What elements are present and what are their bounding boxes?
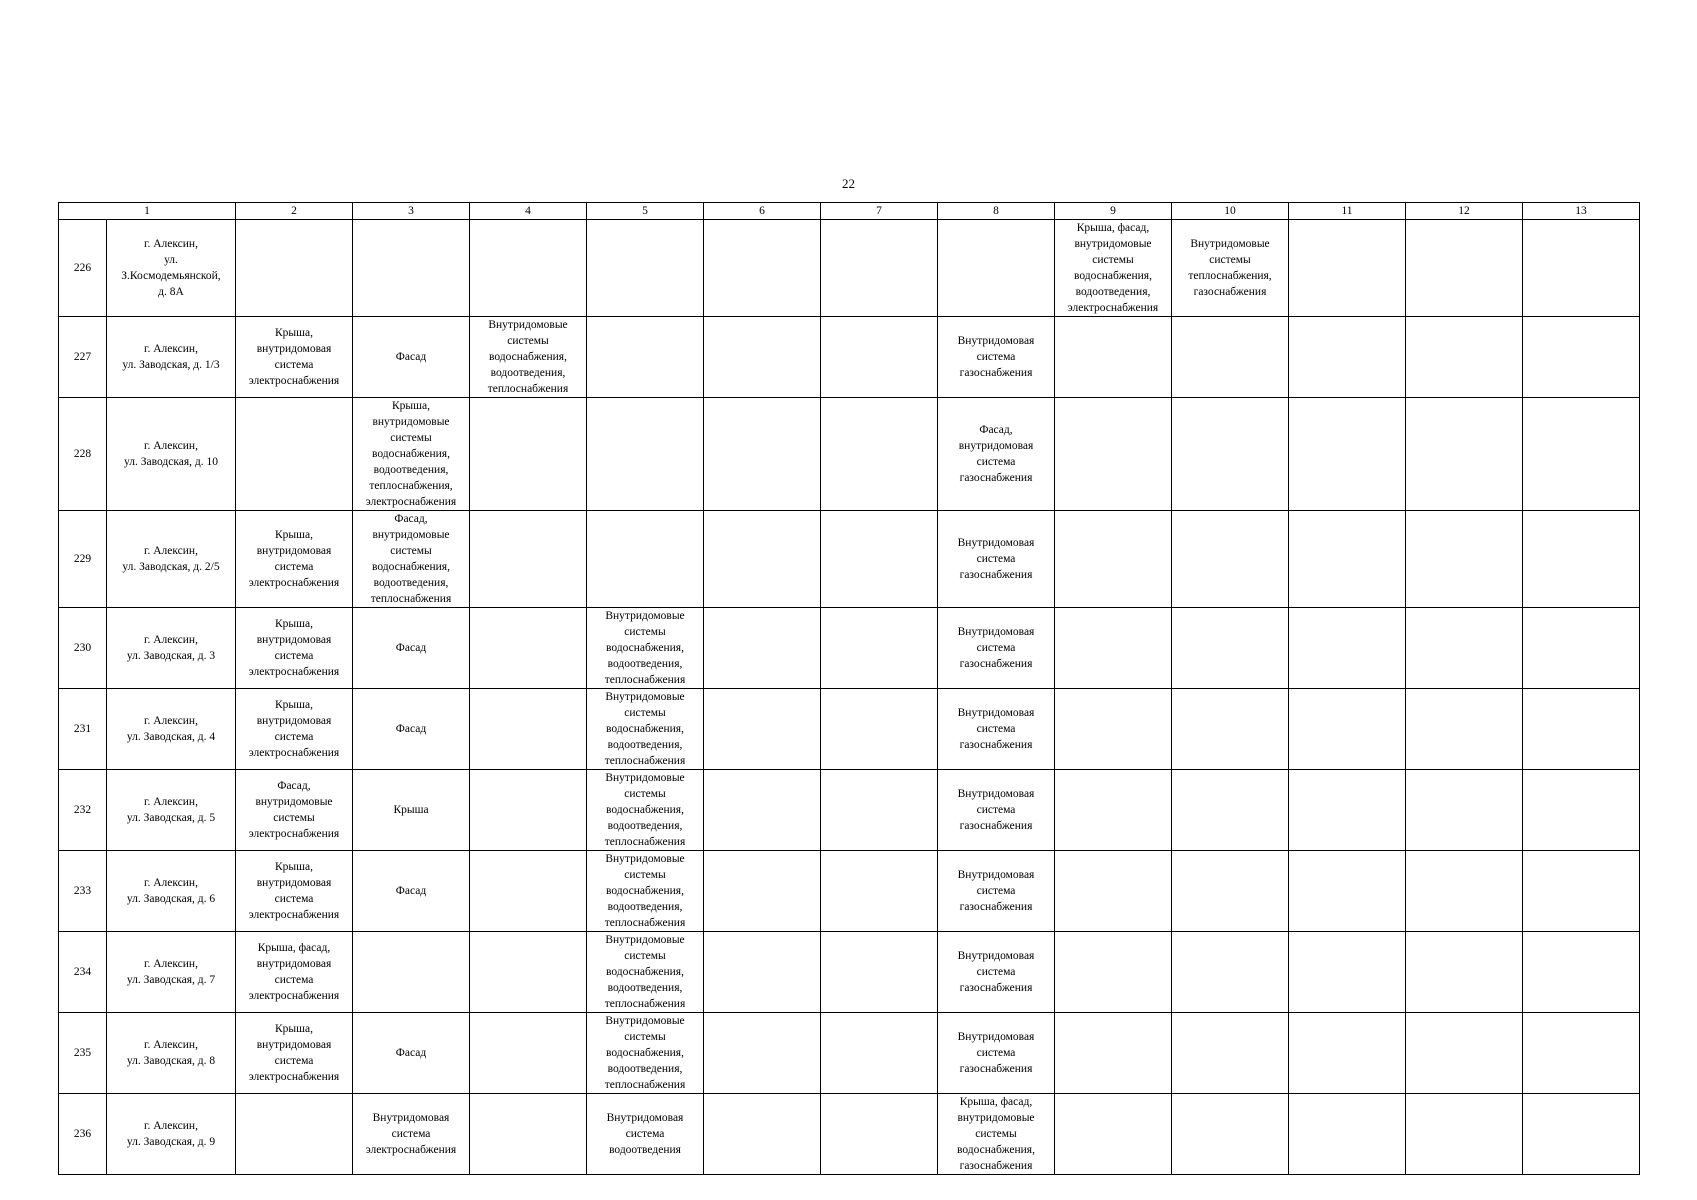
work-cell-col-13: [1523, 511, 1640, 608]
row-number: 236: [59, 1094, 107, 1175]
work-cell-col-11: [1289, 608, 1406, 689]
work-cell-col-10: [1172, 317, 1289, 398]
work-cell-col-9: [1055, 932, 1172, 1013]
work-cell-col-8: Фасад, внутридомовая система газоснабжения: [938, 398, 1055, 511]
address-cell: г. Алексин, ул. Заводская, д. 2/5: [107, 511, 236, 608]
work-cell-col-3: Фасад, внутридомовые системы водоснабжения, водоотведения, теплоснабжения: [353, 511, 470, 608]
work-cell-col-13: [1523, 932, 1640, 1013]
address-cell: г. Алексин, ул. Заводская, д. 7: [107, 932, 236, 1013]
work-cell-col-3: [353, 220, 470, 317]
work-cell-col-7: [821, 1094, 938, 1175]
work-cell-col-12: [1406, 1013, 1523, 1094]
work-cell-col-7: [821, 608, 938, 689]
work-cell-col-10: [1172, 932, 1289, 1013]
work-cell-col-2: Фасад, внутридомовые системы электроснабжения: [236, 770, 353, 851]
work-cell-col-5: Внутридомовые системы водоснабжения, водоотведения, теплоснабжения: [587, 608, 704, 689]
work-cell-col-12: [1406, 932, 1523, 1013]
work-cell-col-10: Внутридомовые системы теплоснабжения, газоснабжения: [1172, 220, 1289, 317]
row-number: 231: [59, 689, 107, 770]
work-cell-col-13: [1523, 1013, 1640, 1094]
work-cell-col-3: Фасад: [353, 689, 470, 770]
work-cell-col-6: [704, 1013, 821, 1094]
row-number: 227: [59, 317, 107, 398]
work-cell-col-7: [821, 511, 938, 608]
work-cell-col-9: [1055, 689, 1172, 770]
work-cell-col-7: [821, 932, 938, 1013]
work-cell-col-12: [1406, 770, 1523, 851]
work-cell-col-10: [1172, 398, 1289, 511]
work-cell-col-3: Фасад: [353, 1013, 470, 1094]
work-cell-col-11: [1289, 511, 1406, 608]
table-row: [59, 608, 1640, 689]
work-cell-col-9: [1055, 608, 1172, 689]
work-cell-col-10: [1172, 689, 1289, 770]
work-cell-col-6: [704, 770, 821, 851]
work-cell-col-4: [470, 689, 587, 770]
work-cell-col-2: [236, 398, 353, 511]
table-row: [59, 398, 1640, 511]
work-cell-col-4: Внутридомовые системы водоснабжения, водоотведения, теплоснабжения: [470, 317, 587, 398]
table-row: [59, 1013, 1640, 1094]
work-cell-col-4: [470, 220, 587, 317]
work-cell-col-8: Внутридомовая система газоснабжения: [938, 511, 1055, 608]
work-cell-col-8: Внутридомовая система газоснабжения: [938, 932, 1055, 1013]
work-cell-col-13: [1523, 851, 1640, 932]
row-number: 233: [59, 851, 107, 932]
work-cell-col-5: [587, 220, 704, 317]
work-cell-col-6: [704, 851, 821, 932]
work-cell-col-9: Крыша, фасад, внутридомовые системы водоснабжения, водоотведения, электроснабжения: [1055, 220, 1172, 317]
work-cell-col-12: [1406, 511, 1523, 608]
work-cell-col-2: Крыша, внутридомовая система электроснабжения: [236, 317, 353, 398]
work-cell-col-3: Фасад: [353, 608, 470, 689]
work-cell-col-7: [821, 398, 938, 511]
header-cell: 6: [704, 203, 821, 220]
work-cell-col-3: Фасад: [353, 851, 470, 932]
work-cell-col-5: [587, 398, 704, 511]
address-cell: г. Алексин, ул. Заводская, д. 4: [107, 689, 236, 770]
header-cell: 5: [587, 203, 704, 220]
work-cell-col-6: [704, 932, 821, 1013]
work-cell-col-11: [1289, 1013, 1406, 1094]
work-cell-col-5: Внутридомовые системы водоснабжения, водоотведения, теплоснабжения: [587, 770, 704, 851]
work-cell-col-4: [470, 511, 587, 608]
work-cell-col-13: [1523, 220, 1640, 317]
work-cell-col-10: [1172, 851, 1289, 932]
work-cell-col-8: Внутридомовая система газоснабжения: [938, 689, 1055, 770]
table-row: [59, 770, 1640, 851]
work-cell-col-10: [1172, 1013, 1289, 1094]
work-cell-col-10: [1172, 511, 1289, 608]
table-row: [59, 220, 1640, 317]
work-cell-col-9: [1055, 1094, 1172, 1175]
work-cell-col-8: Внутридомовая система газоснабжения: [938, 608, 1055, 689]
work-cell-col-12: [1406, 689, 1523, 770]
work-cell-col-9: [1055, 511, 1172, 608]
header-cell: 2: [236, 203, 353, 220]
row-number: 235: [59, 1013, 107, 1094]
work-cell-col-5: Внутридомовые системы водоснабжения, водоотведения, теплоснабжения: [587, 851, 704, 932]
work-cell-col-4: [470, 1094, 587, 1175]
work-cell-col-4: [470, 851, 587, 932]
work-cell-col-12: [1406, 398, 1523, 511]
work-cell-col-6: [704, 220, 821, 317]
work-cell-col-6: [704, 317, 821, 398]
header-cell: 8: [938, 203, 1055, 220]
work-cell-col-12: [1406, 608, 1523, 689]
work-cell-col-10: [1172, 608, 1289, 689]
work-cell-col-2: Крыша, внутридомовая система электроснабжения: [236, 851, 353, 932]
work-cell-col-13: [1523, 398, 1640, 511]
row-number: 226: [59, 220, 107, 317]
work-cell-col-7: [821, 851, 938, 932]
work-cell-col-5: [587, 317, 704, 398]
table-header-row: [59, 203, 1640, 220]
work-cell-col-12: [1406, 851, 1523, 932]
work-cell-col-7: [821, 770, 938, 851]
address-cell: г. Алексин, ул. Заводская, д. 1/3: [107, 317, 236, 398]
address-cell: г. Алексин, ул. Заводская, д. 8: [107, 1013, 236, 1094]
page-number: 22: [842, 176, 855, 191]
work-cell-col-10: [1172, 770, 1289, 851]
header-cell: 10: [1172, 203, 1289, 220]
work-cell-col-3: Фасад: [353, 317, 470, 398]
work-cell-col-9: [1055, 1013, 1172, 1094]
work-cell-col-4: [470, 608, 587, 689]
work-cell-col-6: [704, 1094, 821, 1175]
work-cell-col-11: [1289, 770, 1406, 851]
work-cell-col-2: Крыша, внутридомовая система электроснабжения: [236, 689, 353, 770]
work-cell-col-2: Крыша, внутридомовая система электроснабжения: [236, 511, 353, 608]
work-cell-col-11: [1289, 689, 1406, 770]
work-cell-col-6: [704, 511, 821, 608]
work-cell-col-4: [470, 398, 587, 511]
work-cell-col-11: [1289, 317, 1406, 398]
work-cell-col-9: [1055, 770, 1172, 851]
header-cell: 13: [1523, 203, 1640, 220]
header-cell: 12: [1406, 203, 1523, 220]
row-number: 229: [59, 511, 107, 608]
work-cell-col-8: Внутридомовая система газоснабжения: [938, 851, 1055, 932]
work-cell-col-10: [1172, 1094, 1289, 1175]
work-cell-col-11: [1289, 932, 1406, 1013]
address-cell: г. Алексин, ул. Заводская, д. 6: [107, 851, 236, 932]
work-cell-col-8: Крыша, фасад, внутридомовые системы водоснабжения, газоснабжения: [938, 1094, 1055, 1175]
address-cell: г. Алексин, ул. Заводская, д. 3: [107, 608, 236, 689]
header-cell: 1: [59, 203, 236, 220]
table-row: [59, 511, 1640, 608]
header-cell: 9: [1055, 203, 1172, 220]
work-cell-col-3: Внутридомовая система электроснабжения: [353, 1094, 470, 1175]
table-row: [59, 689, 1640, 770]
table-body: [59, 203, 1640, 1175]
table-row: [59, 317, 1640, 398]
work-cell-col-13: [1523, 317, 1640, 398]
work-cell-col-8: Внутридомовая система газоснабжения: [938, 770, 1055, 851]
work-cell-col-7: [821, 220, 938, 317]
work-cell-col-6: [704, 608, 821, 689]
work-cell-col-13: [1523, 1094, 1640, 1175]
work-cell-col-11: [1289, 851, 1406, 932]
work-cell-col-12: [1406, 1094, 1523, 1175]
work-cell-col-7: [821, 1013, 938, 1094]
row-number: 234: [59, 932, 107, 1013]
work-cell-col-11: [1289, 220, 1406, 317]
work-cell-col-3: [353, 932, 470, 1013]
work-cell-col-7: [821, 689, 938, 770]
work-cell-col-6: [704, 398, 821, 511]
work-cell-col-12: [1406, 220, 1523, 317]
work-cell-col-5: Внутридомовая система водоотведения: [587, 1094, 704, 1175]
capital-repair-table: [58, 202, 1640, 1175]
address-cell: г. Алексин, ул. Заводская, д. 9: [107, 1094, 236, 1175]
header-cell: 3: [353, 203, 470, 220]
work-cell-col-7: [821, 317, 938, 398]
header-cell: 4: [470, 203, 587, 220]
work-cell-col-11: [1289, 398, 1406, 511]
address-cell: г. Алексин, ул. Заводская, д. 5: [107, 770, 236, 851]
address-cell: г. Алексин, ул. З.Космодемьянской, д. 8А: [107, 220, 236, 317]
work-cell-col-13: [1523, 689, 1640, 770]
work-cell-col-2: [236, 220, 353, 317]
table-row: [59, 1094, 1640, 1175]
table-row: [59, 932, 1640, 1013]
work-cell-col-6: [704, 689, 821, 770]
row-number: 230: [59, 608, 107, 689]
work-cell-col-3: Крыша: [353, 770, 470, 851]
work-cell-col-11: [1289, 1094, 1406, 1175]
work-cell-col-5: Внутридомовые системы водоснабжения, водоотведения, теплоснабжения: [587, 689, 704, 770]
row-number: 232: [59, 770, 107, 851]
work-cell-col-9: [1055, 317, 1172, 398]
work-cell-col-13: [1523, 608, 1640, 689]
header-cell: 7: [821, 203, 938, 220]
work-cell-col-9: [1055, 398, 1172, 511]
work-cell-col-2: [236, 1094, 353, 1175]
work-cell-col-2: Крыша, внутридомовая система электроснабжения: [236, 1013, 353, 1094]
work-cell-col-3: Крыша, внутридомовые системы водоснабжения, водоотведения, теплоснабжения, электроснабжения: [353, 398, 470, 511]
work-cell-col-5: Внутридомовые системы водоснабжения, водоотведения, теплоснабжения: [587, 1013, 704, 1094]
work-cell-col-4: [470, 1013, 587, 1094]
work-cell-col-8: Внутридомовая система газоснабжения: [938, 1013, 1055, 1094]
work-cell-col-13: [1523, 770, 1640, 851]
work-cell-col-12: [1406, 317, 1523, 398]
work-cell-col-2: Крыша, фасад, внутридомовая система электроснабжения: [236, 932, 353, 1013]
address-cell: г. Алексин, ул. Заводская, д. 10: [107, 398, 236, 511]
work-cell-col-4: [470, 932, 587, 1013]
row-number: 228: [59, 398, 107, 511]
header-cell: 11: [1289, 203, 1406, 220]
table-row: [59, 851, 1640, 932]
work-cell-col-4: [470, 770, 587, 851]
work-cell-col-8: [938, 220, 1055, 317]
work-cell-col-9: [1055, 851, 1172, 932]
work-cell-col-5: Внутридомовые системы водоснабжения, водоотведения, теплоснабжения: [587, 932, 704, 1013]
work-cell-col-8: Внутридомовая система газоснабжения: [938, 317, 1055, 398]
work-cell-col-2: Крыша, внутридомовая система электроснабжения: [236, 608, 353, 689]
work-cell-col-5: [587, 511, 704, 608]
